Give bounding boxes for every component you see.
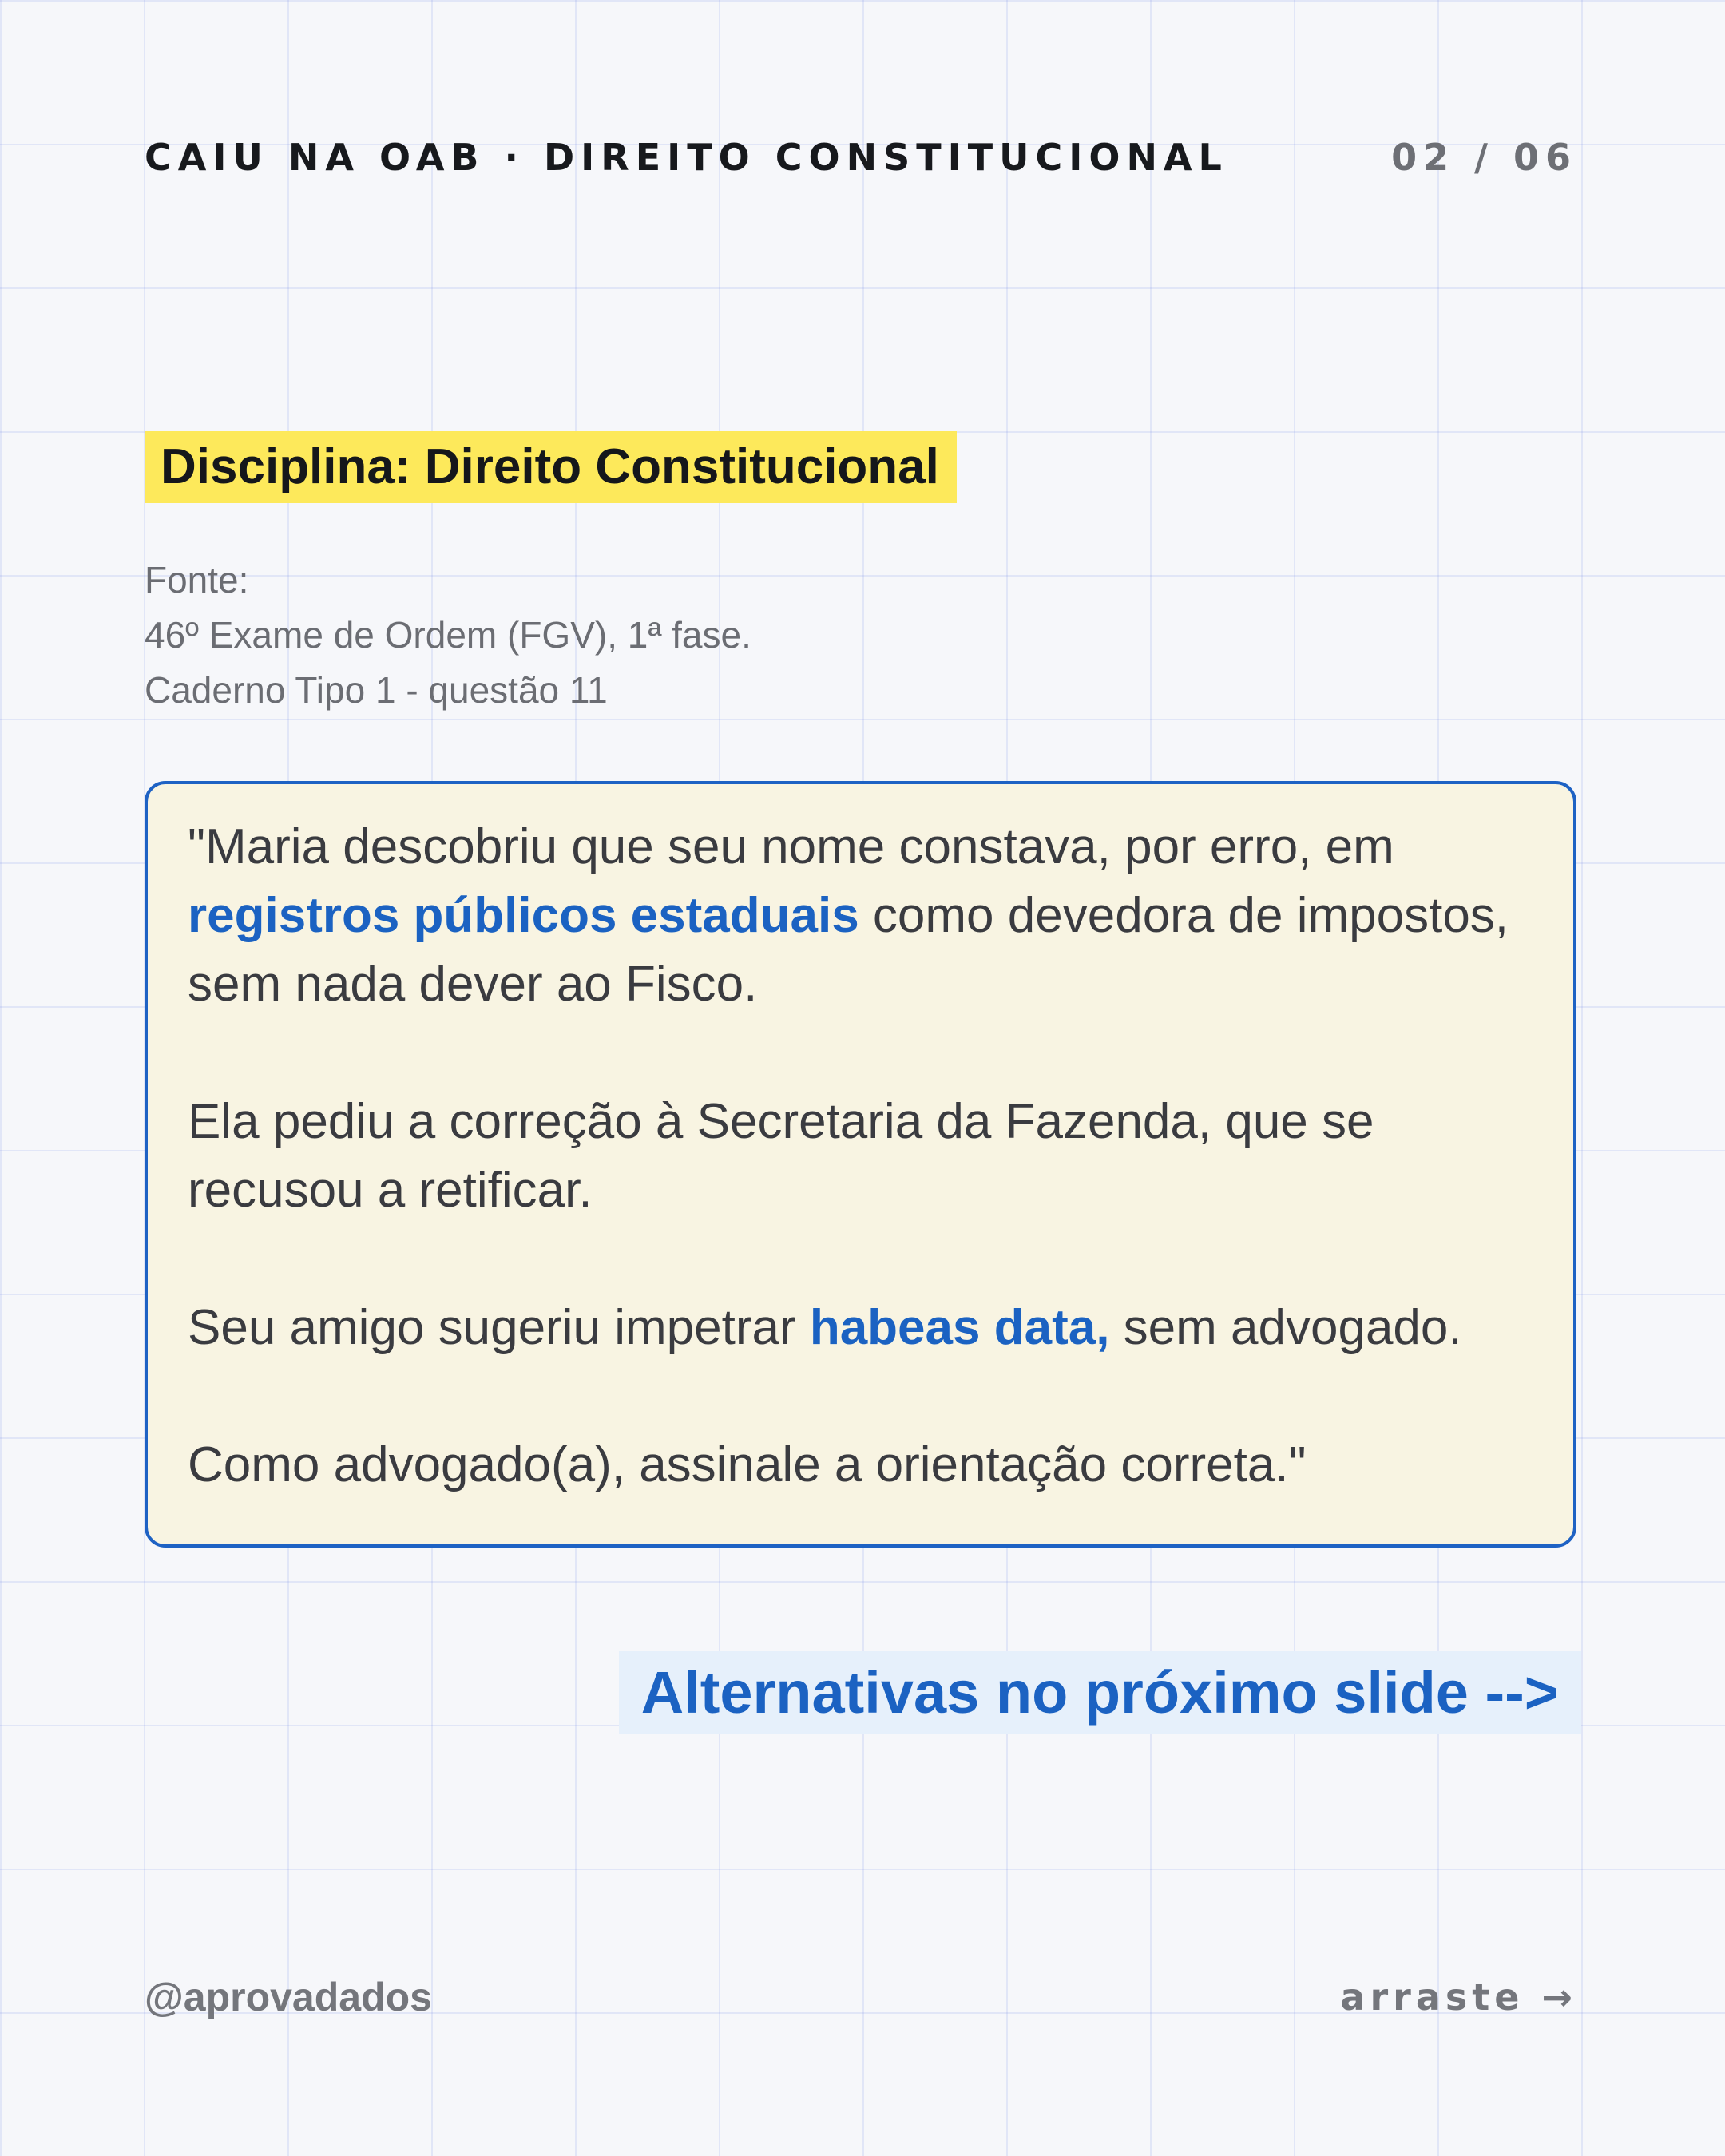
- swipe-hint: arraste →: [1340, 1976, 1577, 2019]
- question-paragraph-4: Como advogado(a), assinale a orientação correta.": [188, 1437, 1307, 1492]
- account-handle: @aprovadados: [145, 1975, 432, 2019]
- page-indicator: 02 / 06: [1391, 136, 1577, 179]
- discipline-tag: Disciplina: Direito Constitucional: [145, 431, 957, 503]
- source-booklet: Caderno Tipo 1 - questão 11: [145, 669, 608, 711]
- question-paragraph-1: [188, 813, 1533, 1019]
- question-box: [145, 781, 1576, 1548]
- highlight-habeas-data: habeas data,: [809, 1300, 1110, 1355]
- question-paragraph-2: Ela pediu a correção à Secretaria da Fazenda, que se recusou a retificar.: [188, 1094, 1374, 1218]
- series-title: CAIU NA OAB · DIREITO CONSTITUCIONAL: [145, 136, 1228, 179]
- source-heading: Fonte:: [145, 559, 249, 600]
- source-exam: 46º Exame de Ordem (FGV), 1ª fase.: [145, 614, 751, 656]
- question-text: sem advogado.: [1109, 1300, 1462, 1355]
- question-text: Seu amigo sugeriu impetrar: [188, 1300, 810, 1355]
- question-text: "Maria descobriu que seu nome constava, por erro, em: [188, 819, 1394, 874]
- question-text: como devedora de impostos, sem nada dever ao Fisco.: [188, 888, 1509, 1012]
- next-slide-cta: Alternativas no próximo slide -->: [619, 1651, 1581, 1734]
- highlight-registros: registros públicos estaduais: [188, 888, 859, 943]
- source-block: [145, 553, 751, 718]
- question-paragraph-3: [188, 1294, 1533, 1362]
